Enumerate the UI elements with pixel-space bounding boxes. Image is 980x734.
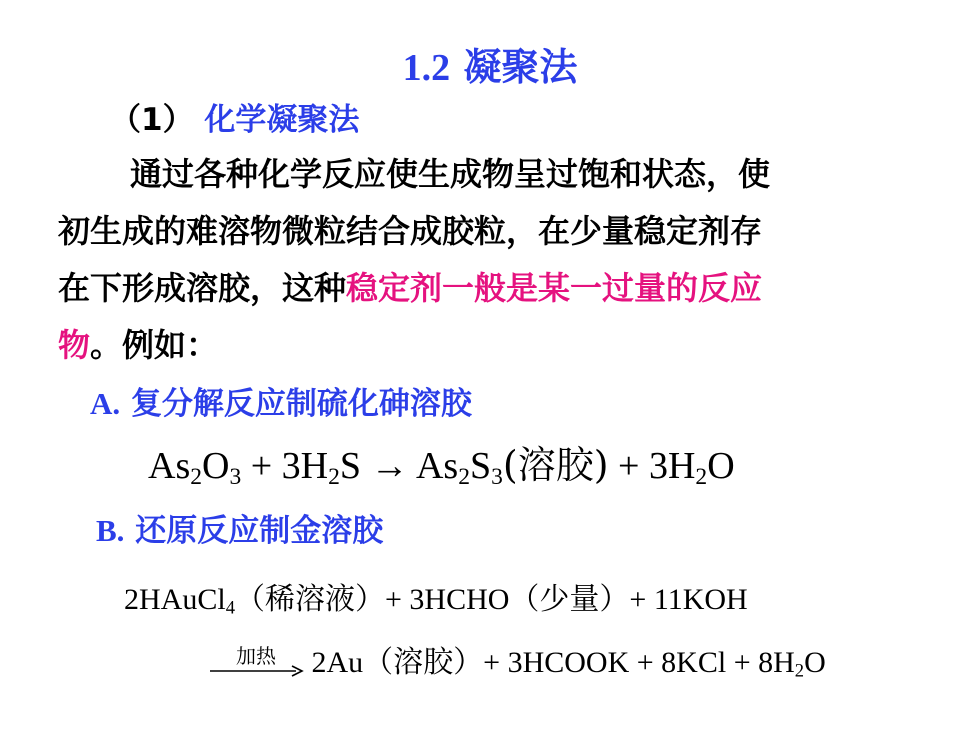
eq-a-term: + 3H <box>608 445 696 487</box>
title-text: 凝聚法 <box>463 45 578 89</box>
item-a-heading <box>90 378 472 423</box>
arrow-icon <box>208 664 304 678</box>
paragraph-highlight: 稳定剂一般是某一过量的反应 <box>346 269 763 307</box>
eq-a-arrow: → <box>361 445 416 487</box>
eq-b-sub: 2 <box>794 660 805 682</box>
eq-a-term: S <box>339 445 362 487</box>
eq-a-sub: 2 <box>190 463 203 490</box>
eq-b-sub: 4 <box>225 597 235 619</box>
eq-a-sub: 2 <box>328 463 340 490</box>
reaction-arrow <box>208 644 304 682</box>
paragraph-highlight-end: 物 <box>58 326 91 364</box>
eq-b-term: 2Au <box>311 646 364 679</box>
title-number: 1.2 <box>402 47 451 89</box>
eq-b-term: O <box>804 646 826 679</box>
subsection-text: 化学凝聚法 <box>204 102 360 138</box>
eq-a-sub: 2 <box>695 463 708 490</box>
eq-b-note: （稀溶液） <box>234 582 385 617</box>
eq-b-term: + 3HCHO <box>384 583 510 616</box>
eq-b-note: （少量） <box>509 582 630 617</box>
eq-a-term: + 3H <box>241 445 329 487</box>
item-b-heading <box>96 505 383 550</box>
eq-a-term: As <box>415 445 459 487</box>
eq-a-note: (溶胶) <box>502 443 609 487</box>
eq-b-term: + 11KOH <box>629 583 748 616</box>
paragraph-line-2: 初生成的难溶物微粒结合成胶粒，在少量稳定剂存 <box>58 212 763 250</box>
reaction-condition: 加热 <box>236 644 276 669</box>
paragraph-line-4-plain: 。例如： <box>90 326 219 364</box>
eq-a-sub: 3 <box>491 463 503 490</box>
eq-a-sub: 2 <box>458 463 470 490</box>
equation-a <box>148 434 735 489</box>
paragraph-line-4 <box>58 317 918 374</box>
equation-b-line-2 <box>208 637 826 682</box>
eq-b-term: + 3HCOOK + 8KCl + 8H <box>483 646 795 679</box>
eq-a-term: As <box>148 445 191 487</box>
item-b-letter: B. <box>96 513 125 548</box>
item-a-letter: A. <box>90 386 121 421</box>
equation-b-line-1 <box>124 574 748 618</box>
eq-b-note: （溶胶） <box>363 645 484 680</box>
paragraph-line-3 <box>58 260 918 317</box>
body-paragraph <box>58 146 918 374</box>
paragraph-line-3-plain: 在下形成溶胶，这种 <box>58 269 347 307</box>
item-a-text: 复分解反应制硫化砷溶胶 <box>130 386 472 422</box>
item-b-text: 还原反应制金溶胶 <box>135 513 384 549</box>
eq-a-term: S <box>469 445 492 487</box>
subsection-heading <box>110 94 359 139</box>
eq-a-sub: 3 <box>229 463 242 490</box>
eq-a-term: O <box>202 445 230 487</box>
eq-b-term: 2HAuCl <box>124 583 226 616</box>
subsection-marker: （1） <box>110 102 194 138</box>
paragraph-line-1: 通过各种化学反应使生成物呈过饱和状态，使 <box>130 155 771 193</box>
eq-a-term: O <box>707 445 735 487</box>
slide-title <box>0 36 980 91</box>
